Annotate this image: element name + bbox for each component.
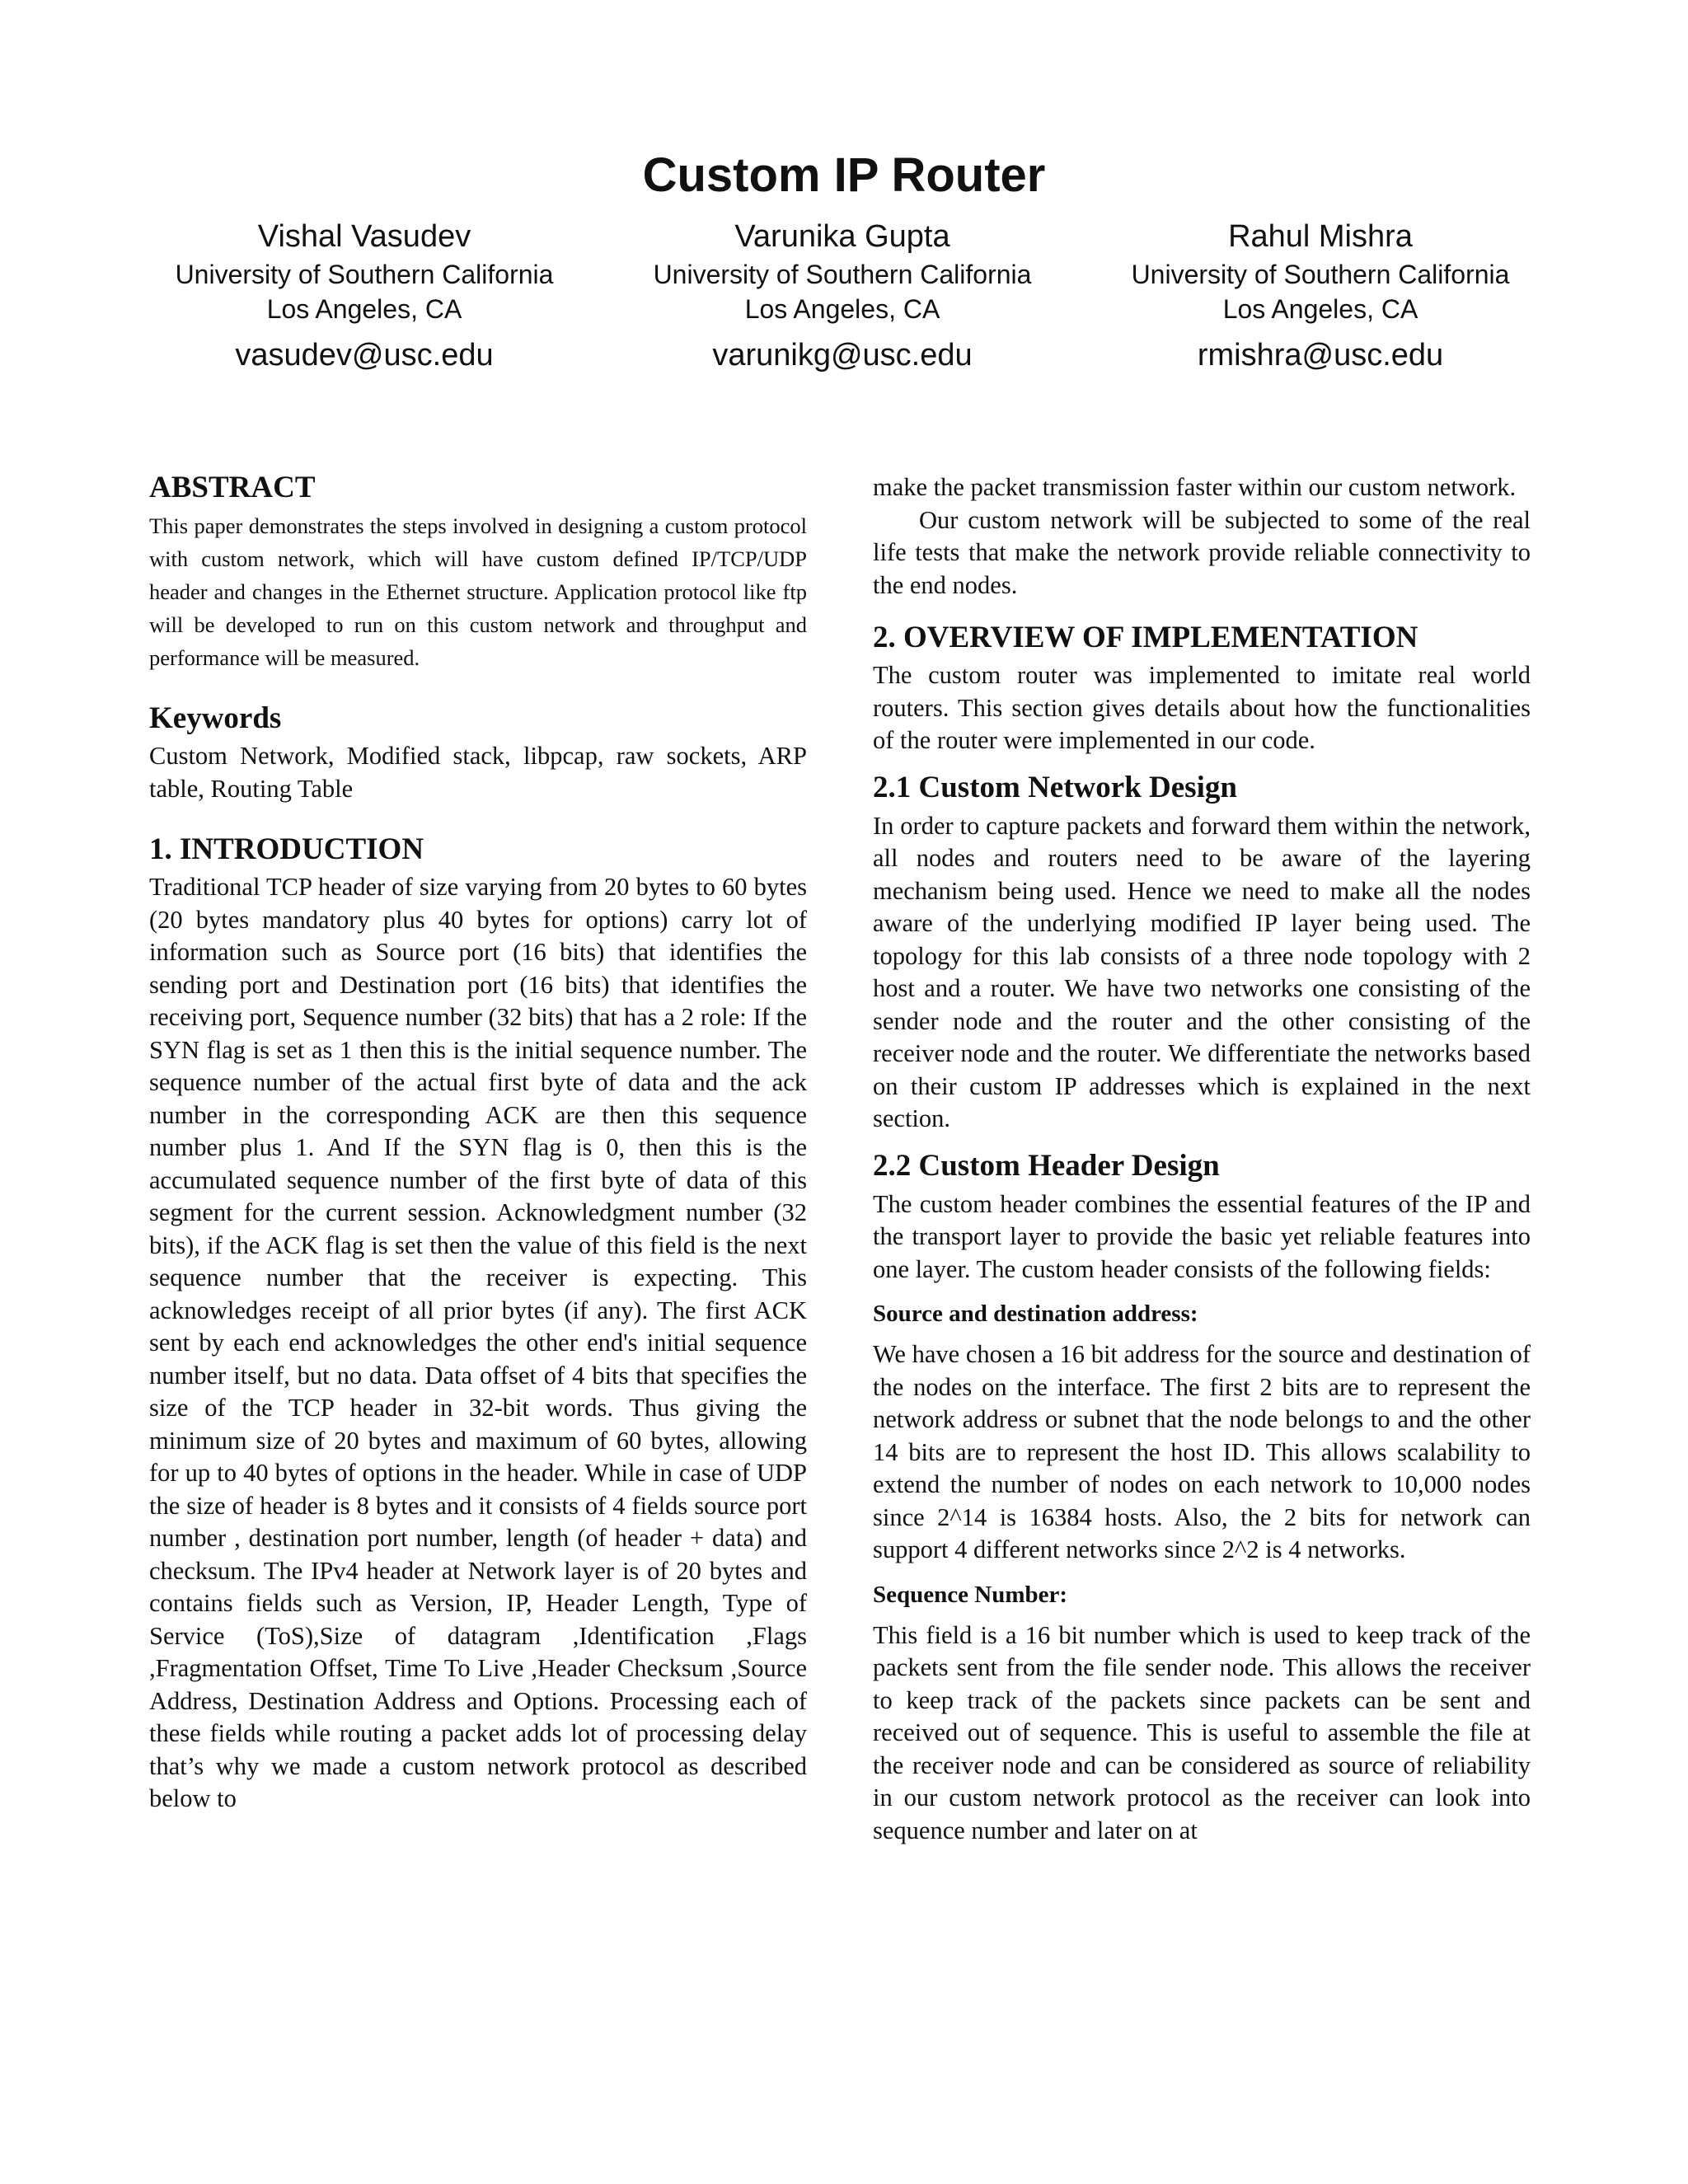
network-design-text: In order to capture packets and forward them within the network, all nodes and routers need to be aware of the layering mechanism being used. Hence we need to make all the nodes aware of the underlying modified IP layer being used. The topology for this lab consists of a three node topology with 2 host and a router. We have two networks one consisting of the sender node and the router and the other consisting of the receiver node and the router. We differentiate the networks based on their custom IP addresses which is explained in the next section. <box>873 811 1531 1132</box>
author-1 <box>117 216 612 376</box>
header-design-text: The custom header combines the essential features of the IP and the transport layer to provide the basic yet reliable features into one layer. The custom header consists of the following fields: <box>873 1189 1531 1283</box>
author-block <box>0 216 1688 381</box>
sequence-text: This field is a 16 bit number which is used to keep track of the packets sent from the file sender node. This allows the receiver to keep track of the packets since packets can be sent and received out of sequence. This is useful to assemble the file at the receiver node and can be considered as source of reliability in our custom network protocol as the receiver can look into sequence number and later on at <box>873 1620 1531 1844</box>
author-location: Los Angeles, CA <box>266 294 462 324</box>
author-email: rmishra@usc.edu <box>1197 338 1444 373</box>
network-design-heading: 2.1 Custom Network Design <box>873 770 1237 804</box>
author-3 <box>1073 216 1568 376</box>
author-2 <box>595 216 1090 376</box>
overview-heading: 2. OVERVIEW OF IMPLEMENTATION <box>873 621 1418 654</box>
abstract-heading: ABSTRACT <box>149 471 316 504</box>
author-affiliation: University of Southern California <box>175 260 554 289</box>
author-email: vasudev@usc.edu <box>235 338 494 373</box>
header-design-heading: 2.2 Custom Header Design <box>873 1148 1220 1183</box>
keywords-heading: Keywords <box>149 701 282 735</box>
introduction-text: Traditional TCP header of size varying from 20 bytes to 60 bytes (20 bytes mandatory plus 40 bytes for options) carry lot of information such as Source port (16 bits) that identifies the sending port and Destination port (16 bits) that identifies the receiving port, Sequence number (32 bits) that has a 2 role: If the SYN flag is set as 1 then this is the initial sequence number. The sequence number of the actual first byte of data and the ack number in the corresponding ACK are then this sequence number plus 1. And If the SYN flag is 0, then this is the accumulated sequence number of the first byte of data of this segment for the current session. Acknowledgment number (32 bits), if the ACK flag is set then the value of this field is the next sequence number that the receiver is expecting. This acknowledges receipt of all prior bytes (if any). The first ACK sent by each end acknowledges the other end's initial sequence number itself, but no data. Data offset of 4 bits that specifies the size of the TCP header in 32-bit words. Thus giving the minimum size of 20 bytes and maximum of 60 bytes, allowing for up to 40 bytes of options in the header. While in case of UDP the size of header is 8 bytes and it consists of 4 fields source port number , destination port number, length (of header + data) and checksum. The IPv4 header at Network layer is of 20 bytes and contains fields such as Version, IP, Header Length, Type of Service (ToS),Size of datagram ,Identification ,Flags ,Fragmentation Offset, Time To Live ,Header Checksum ,Source Address, Destination Address and Options. Processing each of these fields while routing a packet adds lot of processing delay that’s why we made a custom network protocol as described below to <box>149 873 807 1812</box>
sequence-subheading: Sequence Number: <box>873 1581 1068 1608</box>
introduction-paragraph-2: Our custom network will be subjected to some of the real life tests that make the network provide reliable connectivity to the end nodes. <box>873 505 1531 599</box>
author-location: Los Angeles, CA <box>744 294 940 324</box>
right-column <box>873 471 1531 1847</box>
author-location: Los Angeles, CA <box>1222 294 1418 324</box>
left-column <box>149 468 807 1816</box>
keywords-text: Custom Network, Modified stack, libpcap, raw sockets, ARP table, Routing Table <box>149 742 807 803</box>
author-name: Vishal Vasudev <box>257 219 471 254</box>
author-name: Rahul Mishra <box>1228 219 1413 254</box>
author-email: varunikg@usc.edu <box>712 338 973 373</box>
overview-text: The custom router was implemented to imitate real world routers. This section gives details about how the functionalities of the router were implemented in our code. <box>873 661 1531 754</box>
introduction-continuation: make the packet transmission faster within our custom network. <box>873 473 1517 501</box>
author-name: Varunika Gupta <box>734 219 950 254</box>
address-text: We have chosen a 16 bit address for the source and destination of the nodes on the interface. The first 2 bits are to represent the network address or subnet that the node belongs to and the other 14 bits are to represent the host ID. This allows scalability to extend the number of nodes on each network to 10,000 nodes since 2^14 is 16384 hosts. Also, the 2 bits for network can support 4 different networks since 2^2 is 4 networks. <box>873 1340 1531 1563</box>
author-affiliation: University of Southern California <box>653 260 1032 289</box>
address-subheading: Source and destination address: <box>873 1301 1198 1327</box>
paper-title: Custom IP Router <box>642 148 1046 202</box>
introduction-heading: 1. INTRODUCTION <box>149 832 424 866</box>
author-affiliation: University of Southern California <box>1131 260 1510 289</box>
abstract-text: This paper demonstrates the steps involved in designing a custom protocol with custom network, which will have custom defined IP/TCP/UDP header and changes in the Ethernet structure. Application protocol like ftp will be developed to run on this custom network and throughput and performance will be measured. <box>149 513 807 670</box>
